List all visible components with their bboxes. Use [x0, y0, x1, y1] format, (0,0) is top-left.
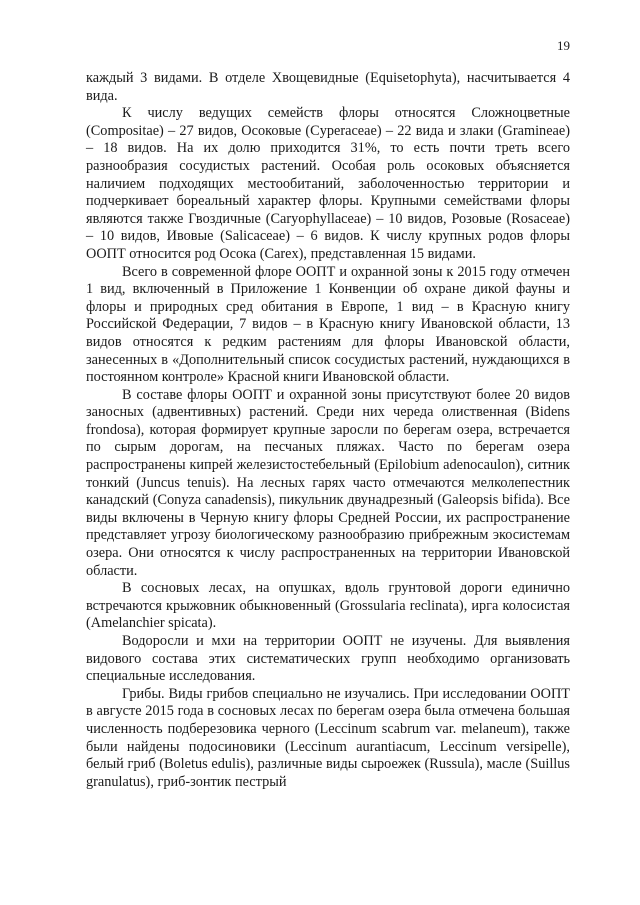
paragraph-fungi: Грибы. Виды грибов специально не изучались. При исследовании ООПТ в августе 2015 года в сосновых лесах по берегам озера была отмечена большая численность подберезовика черного (Leccinum scabrum var. melaneum), также были найдены подосиновики (Leccinum aurantiacum, Leccinum versipelle), белый гриб (Boletus edulis), различные виды сыроежек (Russula), масле (Suillus granulatus), гриб-зонтик пестрый — [86, 685, 570, 790]
paragraph-algae-mosses: Водоросли и мхи на территории ООПТ не изучены. Для выявления видового состава этих систематических групп необходимо организовать специальные исследования. — [86, 633, 570, 685]
page-number: 19 — [557, 38, 570, 53]
paragraph-leading-families: К числу ведущих семейств флоры относятся Сложноцветные (Compositae) – 27 видов, Осоковые (Cyperaceae) – 22 вида и злаки (Gramineae) – 18 видов. На их долю приходится 31%, то есть почти треть всего разнообразия сосудистых растений. Особая роль осоковых объясняется наличием подходящих местообитаний, заболоченностью территории и подчеркивает бореальный характер флоры. Крупными семействами флоры являются также Гвоздичные (Caryophyllaceae) – 10 видов, Розовые (Rosaceae) – 10 видов, Ивовые (Salicaceae) – 6 видов. К числу крупных родов флоры ООПТ относится род Осока (Carex), представленная 15 видами. — [86, 105, 570, 262]
paragraph-protected-species: Всего в современной флоре ООПТ и охранной зоны к 2015 году отмечен 1 вид, включенный в Приложение 1 Конвенции об охране дикой фауны и флоры и природных сред обитания в Европе, 1 вид – в Красную книгу Российской Федерации, 7 видов – в Красную книгу Ивановской области, 13 видов относятся к редким растениям для флоры Ивановской области, занесенных в «Дополнительный список сосудистых растений, нуждающихся в постоянном контроле» Красной книги Ивановской области. — [86, 263, 570, 386]
paragraph-continuation: каждый 3 видами. В отделе Хвощевидные (Equisetophyta), насчитывается 4 вида. — [86, 70, 570, 104]
paragraph-adventive-species: В составе флоры ООПТ и охранной зоны присутствуют более 20 видов заносных (адвентивных) растений. Среди них череда олиственная (Bidens frondosa), которая формирует крупные заросли по берегам озера, встречается по сырым дорогам, на песчаных пляжах. Часто по берегам озера распространены кипрей железистостебельный (Epilobium adenocaulon), ситник тонкий (Juncus tenuis). На лесных гарях часто отмечаются мелколепестник канадский (Conyza canadensis), пикульник двунадрезный (Galeopsis bifida). Все виды включены в Черную книгу флоры Средней России, их распространение представляет угрозу биологическому разнообразию прибрежным экосистемам озера. Они относятся к числу распространенных на территории Ивановской области. — [86, 386, 570, 579]
paragraph-pine-forests: В сосновых лесах, на опушках, вдоль грунтовой дороги единично встречаются крыжовник обыкновенный (Grossularia reclinata), ирга колосистая (Amelanchier spicata). — [86, 580, 570, 632]
body-text — [86, 70, 570, 791]
